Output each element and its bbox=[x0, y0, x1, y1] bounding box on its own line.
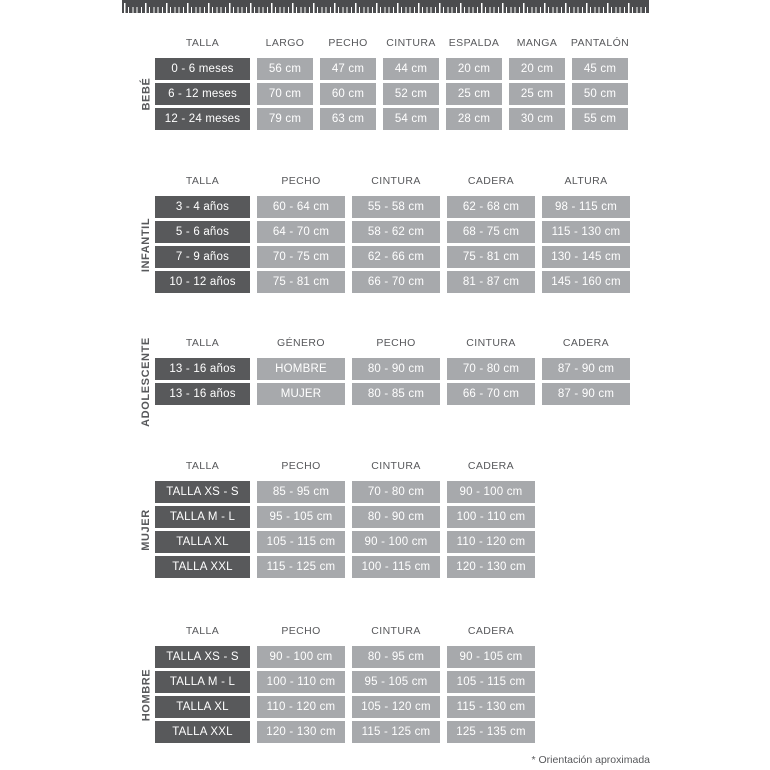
size-label-cell: TALLA M - L bbox=[155, 506, 250, 528]
table-header-row bbox=[155, 624, 535, 638]
measurement-cell: 52 cm bbox=[383, 83, 439, 105]
category-label-text: BEBÉ bbox=[140, 77, 152, 111]
measurement-cell: 105 - 115 cm bbox=[447, 671, 535, 693]
size-table-hombre bbox=[155, 624, 535, 743]
category-label-mujer bbox=[137, 481, 155, 578]
measurement-cell: 90 - 100 cm bbox=[257, 646, 345, 668]
size-label-cell: 10 - 12 años bbox=[155, 271, 250, 293]
measurement-cell: 20 cm bbox=[446, 58, 502, 80]
measurement-cell: 54 cm bbox=[383, 108, 439, 130]
column-header: CINTURA bbox=[466, 337, 516, 349]
measurement-cell: 81 - 87 cm bbox=[447, 271, 535, 293]
size-label-cell: TALLA XS - S bbox=[155, 481, 250, 503]
column-header: TALLA bbox=[185, 337, 220, 349]
measurement-cell: 79 cm bbox=[257, 108, 313, 130]
measurement-cell: 70 - 80 cm bbox=[447, 358, 535, 380]
measurement-cell: 115 - 130 cm bbox=[542, 221, 630, 243]
size-label-cell: 0 - 6 meses bbox=[155, 58, 250, 80]
measurement-cell: 105 - 115 cm bbox=[257, 531, 345, 553]
measurement-cell: 80 - 90 cm bbox=[352, 506, 440, 528]
column-header: ALTURA bbox=[564, 175, 608, 187]
measurement-cell: 115 - 130 cm bbox=[447, 696, 535, 718]
table-header-row bbox=[155, 36, 628, 50]
measurement-cell: 70 - 75 cm bbox=[257, 246, 345, 268]
measurement-cell: 44 cm bbox=[383, 58, 439, 80]
column-header: MANGA bbox=[516, 37, 558, 49]
size-label-cell: 13 - 16 años bbox=[155, 383, 250, 405]
table-header-row bbox=[155, 174, 630, 188]
measurement-cell: 64 - 70 cm bbox=[257, 221, 345, 243]
column-header: LARGO bbox=[265, 37, 305, 49]
measurement-cell: 100 - 110 cm bbox=[257, 671, 345, 693]
column-header: CINTURA bbox=[371, 625, 421, 637]
ruler-long-ticks bbox=[124, 3, 648, 13]
measurement-cell: 145 - 160 cm bbox=[542, 271, 630, 293]
measurement-cell: 95 - 105 cm bbox=[257, 506, 345, 528]
measurement-cell: 120 - 130 cm bbox=[447, 556, 535, 578]
category-label-bebe bbox=[137, 58, 155, 130]
approximation-footnote: * Orientación aproximada bbox=[531, 754, 650, 766]
size-label-cell: TALLA M - L bbox=[155, 671, 250, 693]
measurement-cell: 80 - 85 cm bbox=[352, 383, 440, 405]
measuring-tape-ruler bbox=[122, 0, 649, 13]
measurement-cell: 75 - 81 cm bbox=[447, 246, 535, 268]
measurement-cell: 55 cm bbox=[572, 108, 628, 130]
measurement-cell: 50 cm bbox=[572, 83, 628, 105]
measurement-cell: 105 - 120 cm bbox=[352, 696, 440, 718]
table-header-row bbox=[155, 459, 535, 473]
column-header: PECHO bbox=[376, 337, 416, 349]
column-header: PECHO bbox=[281, 625, 321, 637]
measurement-cell: 68 - 75 cm bbox=[447, 221, 535, 243]
measurement-cell: 100 - 110 cm bbox=[447, 506, 535, 528]
size-table-bebe bbox=[155, 36, 628, 130]
measurement-cell: 95 - 105 cm bbox=[352, 671, 440, 693]
measurement-cell: MUJER bbox=[257, 383, 345, 405]
column-header: TALLA bbox=[185, 460, 220, 472]
measurement-cell: 110 - 120 cm bbox=[257, 696, 345, 718]
size-label-cell: TALLA XL bbox=[155, 531, 250, 553]
category-label-text: ADOLESCENTE bbox=[140, 336, 152, 427]
measurement-cell: 90 - 100 cm bbox=[447, 481, 535, 503]
table-body bbox=[155, 58, 628, 130]
measurement-cell: 80 - 90 cm bbox=[352, 358, 440, 380]
measurement-cell: 63 cm bbox=[320, 108, 376, 130]
measurement-cell: 56 cm bbox=[257, 58, 313, 80]
measurement-cell: 115 - 125 cm bbox=[257, 556, 345, 578]
measurement-cell: 25 cm bbox=[509, 83, 565, 105]
column-header: CADERA bbox=[562, 337, 610, 349]
table-body bbox=[155, 196, 630, 293]
measurement-cell: 66 - 70 cm bbox=[352, 271, 440, 293]
column-header: CINTURA bbox=[386, 37, 436, 49]
table-body bbox=[155, 481, 535, 578]
measurement-cell: 110 - 120 cm bbox=[447, 531, 535, 553]
column-header: ESPALDA bbox=[448, 37, 500, 49]
column-header: TALLA bbox=[185, 175, 220, 187]
measurement-cell: 75 - 81 cm bbox=[257, 271, 345, 293]
measurement-cell: 80 - 95 cm bbox=[352, 646, 440, 668]
size-table-adolescente bbox=[155, 336, 630, 405]
size-label-cell: 3 - 4 años bbox=[155, 196, 250, 218]
measurement-cell: 20 cm bbox=[509, 58, 565, 80]
measurement-cell: 85 - 95 cm bbox=[257, 481, 345, 503]
size-label-cell: TALLA XXL bbox=[155, 556, 250, 578]
size-label-cell: 12 - 24 meses bbox=[155, 108, 250, 130]
measurement-cell: 60 - 64 cm bbox=[257, 196, 345, 218]
column-header: TALLA bbox=[185, 37, 220, 49]
column-header: PECHO bbox=[281, 175, 321, 187]
column-header: CADERA bbox=[467, 175, 515, 187]
measurement-cell: 70 cm bbox=[257, 83, 313, 105]
column-header: PECHO bbox=[328, 37, 368, 49]
category-label-infantil bbox=[137, 196, 155, 293]
size-label-cell: 5 - 6 años bbox=[155, 221, 250, 243]
table-header-row bbox=[155, 336, 630, 350]
column-header: PECHO bbox=[281, 460, 321, 472]
measurement-cell: 87 - 90 cm bbox=[542, 383, 630, 405]
column-header: CINTURA bbox=[371, 175, 421, 187]
measurement-cell: 62 - 68 cm bbox=[447, 196, 535, 218]
size-label-cell: TALLA XL bbox=[155, 696, 250, 718]
column-header: TALLA bbox=[185, 625, 220, 637]
column-header: CINTURA bbox=[371, 460, 421, 472]
measurement-cell: 70 - 80 cm bbox=[352, 481, 440, 503]
size-label-cell: 6 - 12 meses bbox=[155, 83, 250, 105]
measurement-cell: 55 - 58 cm bbox=[352, 196, 440, 218]
size-label-cell: TALLA XXL bbox=[155, 721, 250, 743]
measurement-cell: 25 cm bbox=[446, 83, 502, 105]
category-label-adolescente bbox=[137, 336, 155, 427]
category-label-text: INFANTIL bbox=[140, 217, 153, 272]
size-label-cell: 13 - 16 años bbox=[155, 358, 250, 380]
measurement-cell: 115 - 125 cm bbox=[352, 721, 440, 743]
size-label-cell: 7 - 9 años bbox=[155, 246, 250, 268]
column-header: CADERA bbox=[467, 460, 515, 472]
measurement-cell: 47 cm bbox=[320, 58, 376, 80]
size-table-infantil bbox=[155, 174, 630, 293]
measurement-cell: 125 - 135 cm bbox=[447, 721, 535, 743]
table-body bbox=[155, 358, 630, 405]
measurement-cell: 90 - 100 cm bbox=[352, 531, 440, 553]
measurement-cell: 62 - 66 cm bbox=[352, 246, 440, 268]
measurement-cell: 90 - 105 cm bbox=[447, 646, 535, 668]
table-body bbox=[155, 646, 535, 743]
measurement-cell: 58 - 62 cm bbox=[352, 221, 440, 243]
measurement-cell: 130 - 145 cm bbox=[542, 246, 630, 268]
measurement-cell: 45 cm bbox=[572, 58, 628, 80]
column-header: PANTALÓN bbox=[570, 37, 630, 49]
measurement-cell: 66 - 70 cm bbox=[447, 383, 535, 405]
category-label-text: MUJER bbox=[140, 508, 153, 551]
measurement-cell: 120 - 130 cm bbox=[257, 721, 345, 743]
measurement-cell: 98 - 115 cm bbox=[542, 196, 630, 218]
column-header: CADERA bbox=[467, 625, 515, 637]
measurement-cell: 28 cm bbox=[446, 108, 502, 130]
measurement-cell: 100 - 115 cm bbox=[352, 556, 440, 578]
column-header: GÉNERO bbox=[277, 337, 325, 349]
measurement-cell: 30 cm bbox=[509, 108, 565, 130]
size-label-cell: TALLA XS - S bbox=[155, 646, 250, 668]
measurement-cell: 60 cm bbox=[320, 83, 376, 105]
measurement-cell: 87 - 90 cm bbox=[542, 358, 630, 380]
category-label-hombre bbox=[137, 646, 155, 743]
measurement-cell: HOMBRE bbox=[257, 358, 345, 380]
size-table-mujer bbox=[155, 459, 535, 578]
category-label-text: HOMBRE bbox=[140, 668, 152, 721]
